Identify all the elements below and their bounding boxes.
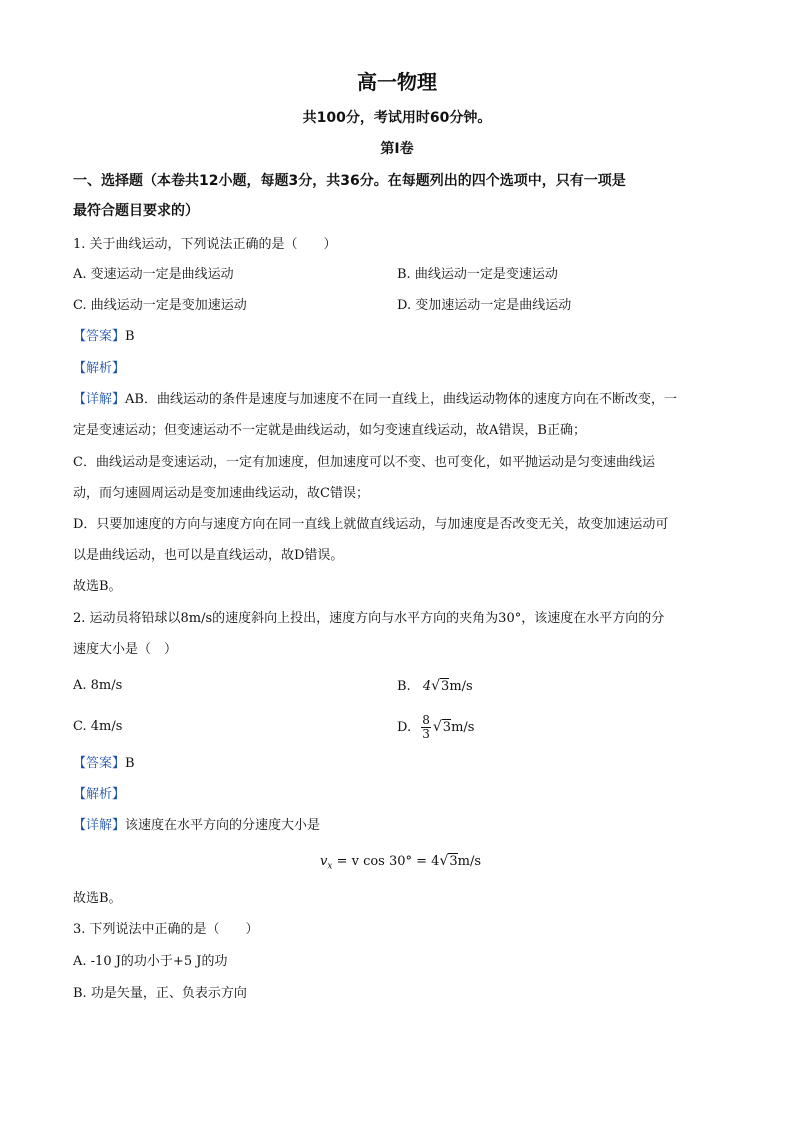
q1-answer: [73, 328, 135, 346]
q2-analysis-tag: 【解析】: [73, 787, 126, 802]
q3-option-b: B. 功是矢量，正、负表示方向: [73, 986, 247, 1001]
sqrt-symbol: √: [432, 719, 442, 735]
q2-option-a: A. 8m/s: [73, 678, 123, 693]
q1-answer-tag: 【答案】: [73, 329, 126, 344]
q2-stem-line-2: 速度大小是（ ）: [73, 642, 178, 657]
q1-option-c: C. 曲线运动一定是变加速运动: [73, 298, 247, 313]
q1-option-d: D. 变加速运动一定是曲线运动: [397, 298, 572, 313]
q1-detail-line-5: D．只要加速度的方向与速度方向在同一直线上就做直线运动，与加速度是否改变无关，故变加速运动可: [73, 517, 669, 532]
q2-answer: [73, 755, 135, 773]
q2-option-c: C. 4m/s: [73, 719, 123, 734]
q1-detail-line-1: 【详解】AB．曲线运动的条件是速度与加速度不在同一直线上，曲线运动物体的速度方向在不断改变，一: [73, 392, 677, 407]
page-title: 高一物理: [357, 70, 437, 94]
exam-subtitle: 共100分，考试用时60分钟。: [302, 110, 492, 126]
q2-answer-tag: 【答案】: [73, 756, 126, 771]
volume-label: 第I卷: [380, 141, 414, 157]
q1-detail-line-3: C．曲线运动是变速运动，一定有加速度，但加速度可以不变、也可变化，如平抛运动是匀变速曲线运: [73, 455, 655, 470]
q3-stem: 3. 下列说法中正确的是（ ）: [73, 922, 259, 937]
q2-option-b: B. 4√3m/s: [397, 678, 473, 694]
q2-detail-tag: 【详解】: [73, 818, 126, 833]
sqrt-symbol: √: [431, 678, 441, 694]
section-heading-line-1: 一、选择题（本卷共12小题，每题3分，共36分。在每题列出的四个选项中，只有一项是: [73, 173, 626, 189]
q2-detail-line: 【详解】该速度在水平方向的分速度大小是: [73, 818, 321, 833]
q1-conclusion: 故选B。: [73, 579, 122, 594]
fraction: $\frac{8}{3}$: [422, 713, 430, 741]
q1-detail-line-6: 以是曲线运动，也可以是直线运动，故D错误。: [73, 548, 344, 563]
q3-option-a: A. -10 J的功小于+5 J的功: [73, 954, 228, 969]
q1-option-b: B. 曲线运动一定是变速运动: [397, 267, 558, 282]
sqrt-symbol: √: [439, 853, 449, 869]
q1-option-a: A. 变速运动一定是曲线运动: [73, 267, 234, 282]
q1-detail-tag: 【详解】: [73, 392, 126, 407]
q1-stem: 1. 关于曲线运动，下列说法正确的是（ ）: [73, 237, 337, 252]
q1-answer-value: B: [125, 329, 135, 344]
q1-detail-line-4: 动，而匀速圆周运动是变加速曲线运动，故C错误；: [73, 486, 369, 501]
q1-detail-line-2: 定是变速运动；但变速运动不一定就是曲线运动，如匀变速直线运动，故A错误，B正确；: [73, 423, 586, 438]
q2-formula: $v_x = v$ cos 30° = 4√3m/s: [320, 853, 482, 872]
q2-answer-value: B: [125, 756, 135, 771]
section-heading-line-2: 最符合题目要求的）: [73, 203, 199, 219]
q2-option-d: D. $\frac{8}{3}$ √3m/s: [397, 713, 475, 741]
q2-conclusion: 故选B。: [73, 891, 122, 906]
q1-analysis-tag: 【解析】: [73, 361, 126, 376]
q2-stem-line-1: 2. 运动员将铅球以8m/s的速度斜向上投出，速度方向与水平方向的夹角为30°，该速度在水平方向的分: [73, 611, 665, 626]
